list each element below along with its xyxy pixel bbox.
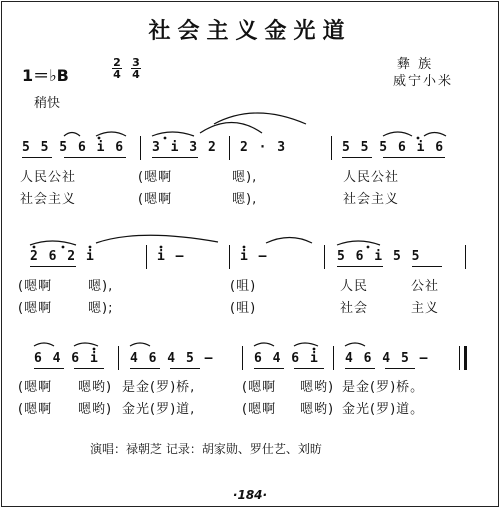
measure: 6 4 6 i: [34, 351, 100, 366]
measure: i –: [157, 249, 185, 264]
measure: 6 4 6 i: [254, 351, 320, 366]
lyric: 主义: [411, 301, 440, 316]
key-signature: 1＝♭B: [22, 66, 69, 85]
octave-dot: [98, 137, 101, 140]
lyric: (嗯啊: [18, 380, 53, 395]
measure: 5 5 5 6 i 6: [342, 140, 445, 155]
octave-dot: [93, 348, 96, 351]
lyric: (嗯啊: [242, 402, 277, 417]
lyric: (嗯啊: [18, 279, 53, 294]
octave-dot: [62, 246, 65, 249]
slur: [74, 343, 98, 346]
lyric: 嗯),: [232, 170, 258, 185]
slur: [254, 343, 274, 346]
slur: [294, 343, 318, 346]
slur: [152, 132, 194, 136]
lyric: 嗯),: [232, 192, 258, 207]
measure: i –: [240, 249, 268, 264]
measure: 2 · 3: [240, 140, 287, 155]
tie: [266, 238, 312, 244]
slur: [345, 343, 365, 346]
time-top: 3: [132, 56, 140, 69]
measure: 5 5 5 6 i 6: [22, 140, 125, 155]
lyric: 嗯哟): [78, 402, 113, 417]
lyric: 公社: [411, 279, 440, 294]
lyric: 嗯),: [88, 279, 114, 294]
lyric: 嗯);: [88, 301, 114, 316]
slur: [200, 123, 262, 134]
slur: [383, 132, 412, 136]
lyric: 是金(罗)桥。: [342, 380, 425, 395]
octave-dot: [367, 246, 370, 249]
lyric: 社会主义: [343, 192, 400, 207]
song-title: 社会主义金光道: [148, 18, 352, 44]
lyric: 人民: [340, 279, 369, 294]
slur: [130, 343, 150, 346]
octave-dot: [243, 246, 246, 249]
slur: [34, 343, 54, 346]
measure: 4 6 4 5 –: [345, 351, 429, 366]
credits: 演唱：禄朝芝 记录：胡家勋、罗仕艺、刘昉: [90, 442, 322, 456]
lyric: 嗯哟): [300, 380, 335, 395]
octave-dot: [33, 246, 36, 249]
lyric: 金光(罗)道。: [342, 402, 425, 417]
lyric: 嗯哟): [300, 402, 335, 417]
octave-dot: [160, 246, 163, 249]
tempo-marking: 稍快: [34, 96, 61, 111]
lyric: 社会: [340, 301, 369, 316]
lyric: (嗯啊: [242, 380, 277, 395]
lyric: 人民公社: [343, 170, 400, 185]
lyric: (咀): [230, 279, 257, 294]
lyric: (嗯啊: [138, 170, 173, 185]
measure: 2 6 2 i: [30, 249, 96, 264]
lyric: 人民公社: [20, 170, 77, 185]
octave-dot: [313, 348, 316, 351]
octave-dot: [417, 137, 420, 140]
page-number: ·184·: [232, 488, 268, 502]
time-bottom: 4: [132, 68, 140, 81]
slur: [96, 132, 126, 136]
source-region: 威宁小米: [393, 74, 454, 89]
time-top: 2: [113, 56, 121, 69]
lyric: 嗯哟): [78, 380, 113, 395]
measure: 5 6 i 5 5: [337, 249, 421, 264]
slur: [30, 241, 76, 245]
measure: 3 i 3 2: [152, 140, 218, 155]
lyric: 是金(罗)桥,: [122, 380, 196, 395]
lyric: (嗯啊: [138, 192, 173, 207]
lyric: 社会主义: [20, 192, 77, 207]
octave-dot: [89, 246, 92, 249]
source-ethnicity: 彝 族: [397, 57, 434, 72]
slur: [64, 133, 80, 137]
slur: [337, 241, 380, 245]
lyric: (嗯啊: [18, 301, 53, 316]
slur: [424, 133, 446, 137]
octave-dot: [164, 137, 167, 140]
lyric: (咀): [230, 301, 257, 316]
lyric: 金光(罗)道,: [122, 402, 196, 417]
measure: 4 6 4 5 –: [130, 351, 214, 366]
lyric: (嗯啊: [18, 402, 53, 417]
time-bottom: 4: [113, 68, 121, 81]
tie: [96, 235, 218, 243]
